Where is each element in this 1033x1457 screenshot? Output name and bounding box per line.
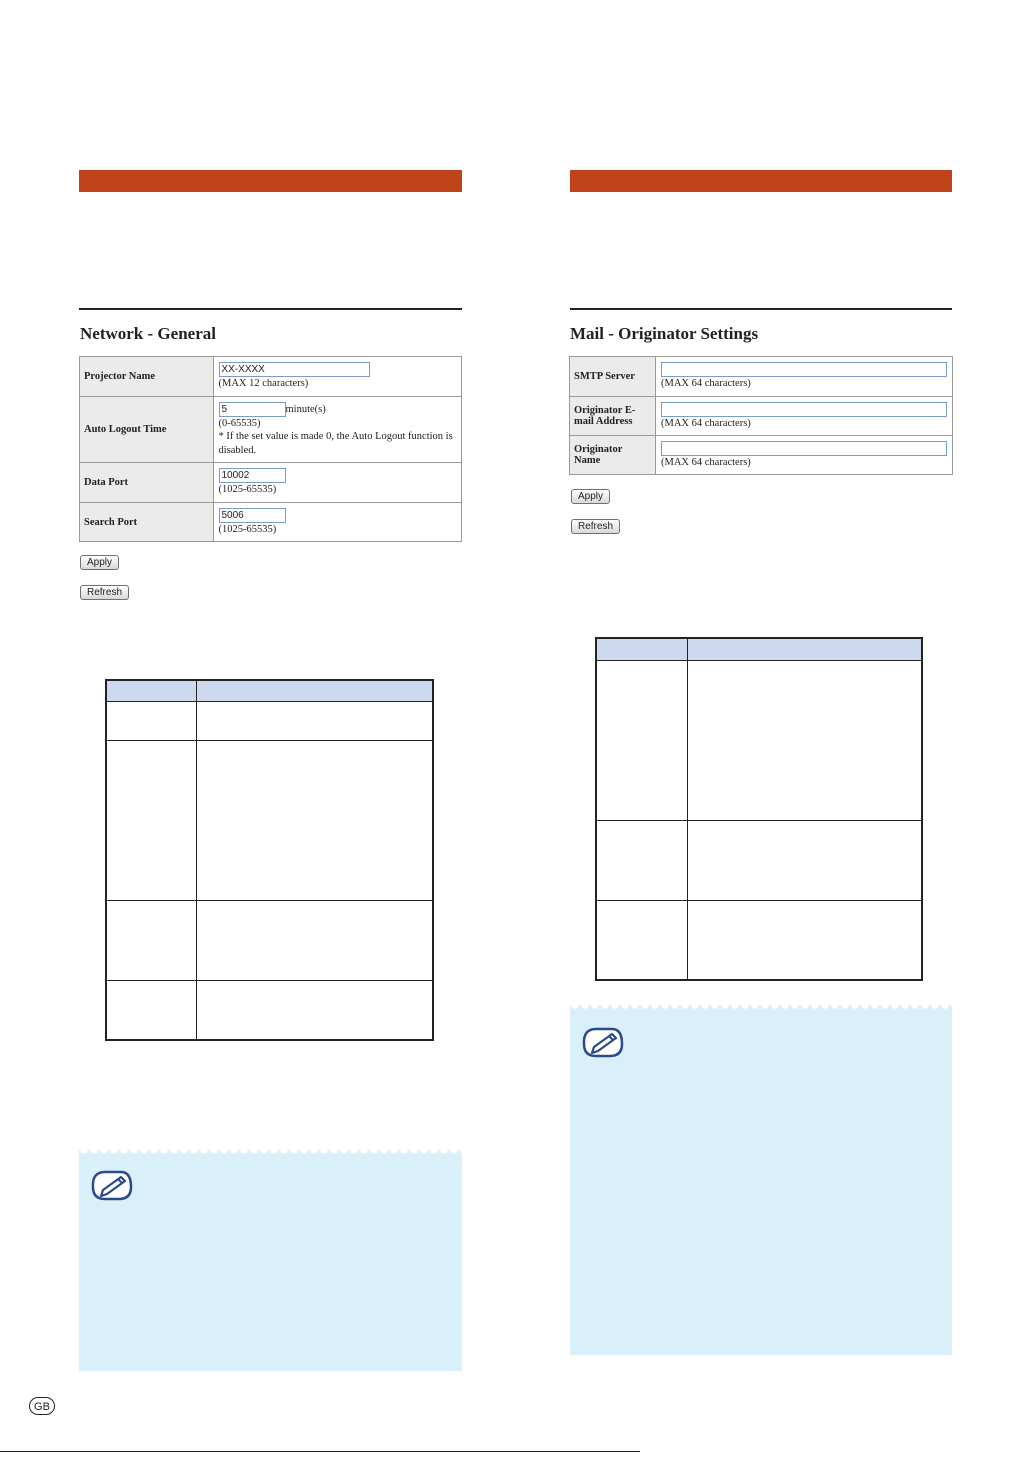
originator-email-input[interactable] — [661, 402, 947, 417]
table-row — [106, 900, 433, 980]
originator-name-label: Originator Name — [570, 436, 656, 475]
network-general-title: Network - General — [80, 324, 216, 343]
left-apply-button[interactable]: Apply — [80, 555, 119, 570]
data-port-label: Data Port — [80, 463, 214, 503]
network-general-form — [79, 356, 462, 542]
data-port-input[interactable]: 10002 — [219, 468, 286, 483]
search-port-input[interactable]: 5006 — [219, 508, 286, 523]
mail-originator-form — [569, 356, 953, 475]
left-refresh-button[interactable]: Refresh — [80, 585, 129, 600]
projector-name-label: Projector Name — [80, 357, 214, 397]
projector-name-input[interactable]: XX-XXXX — [219, 362, 370, 377]
left-description-table — [105, 679, 434, 1041]
table-header-row — [596, 638, 922, 660]
smtp-server-input[interactable] — [661, 362, 947, 377]
right-divider — [570, 308, 952, 310]
table-row — [596, 660, 922, 820]
table-row — [106, 701, 433, 740]
left-divider — [79, 308, 462, 310]
table-row — [596, 900, 922, 980]
right-refresh-button[interactable]: Refresh — [571, 519, 620, 534]
auto-logout-unit: minute(s) — [285, 403, 326, 415]
right-section-header-bar — [570, 170, 952, 192]
auto-logout-time-label: Auto Logout Time — [80, 397, 214, 463]
auto-logout-time-input[interactable]: 5 — [219, 402, 286, 417]
table-row — [596, 820, 922, 900]
auto-logout-range: (0-65535) — [218, 417, 261, 429]
auto-logout-note: * If the set value is made 0, the Auto Logout function is disabled. — [218, 431, 453, 456]
originator-name-input[interactable] — [661, 441, 947, 456]
projector-name-note: (MAX 12 characters) — [218, 378, 309, 390]
originator-name-note: (MAX 64 characters) — [661, 456, 751, 468]
footer-rule — [0, 1451, 640, 1452]
table-row — [106, 980, 433, 1040]
pencil-note-icon — [581, 1023, 631, 1059]
right-apply-button[interactable]: Apply — [571, 489, 610, 504]
right-note-box — [570, 1005, 952, 1355]
search-port-label: Search Port — [80, 503, 214, 542]
left-section-header-bar — [79, 170, 462, 192]
table-header-row — [106, 680, 433, 701]
table-row — [106, 740, 433, 900]
left-note-box — [79, 1150, 462, 1371]
smtp-server-note: (MAX 64 characters) — [661, 378, 751, 390]
region-badge-gb: GB — [29, 1397, 55, 1415]
mail-originator-settings-title: Mail - Originator Settings — [570, 324, 759, 343]
note-dotted-edge — [570, 1005, 952, 1013]
pencil-note-icon — [90, 1166, 140, 1202]
smtp-server-label: SMTP Server — [570, 357, 656, 397]
note-dotted-edge — [79, 1150, 462, 1158]
originator-email-label: Originator E-mail Address — [570, 397, 656, 436]
right-description-table — [595, 637, 923, 981]
originator-email-note: (MAX 64 characters) — [661, 417, 751, 429]
search-port-range: (1025-65535) — [218, 523, 277, 535]
data-port-range: (1025-65535) — [218, 484, 277, 496]
